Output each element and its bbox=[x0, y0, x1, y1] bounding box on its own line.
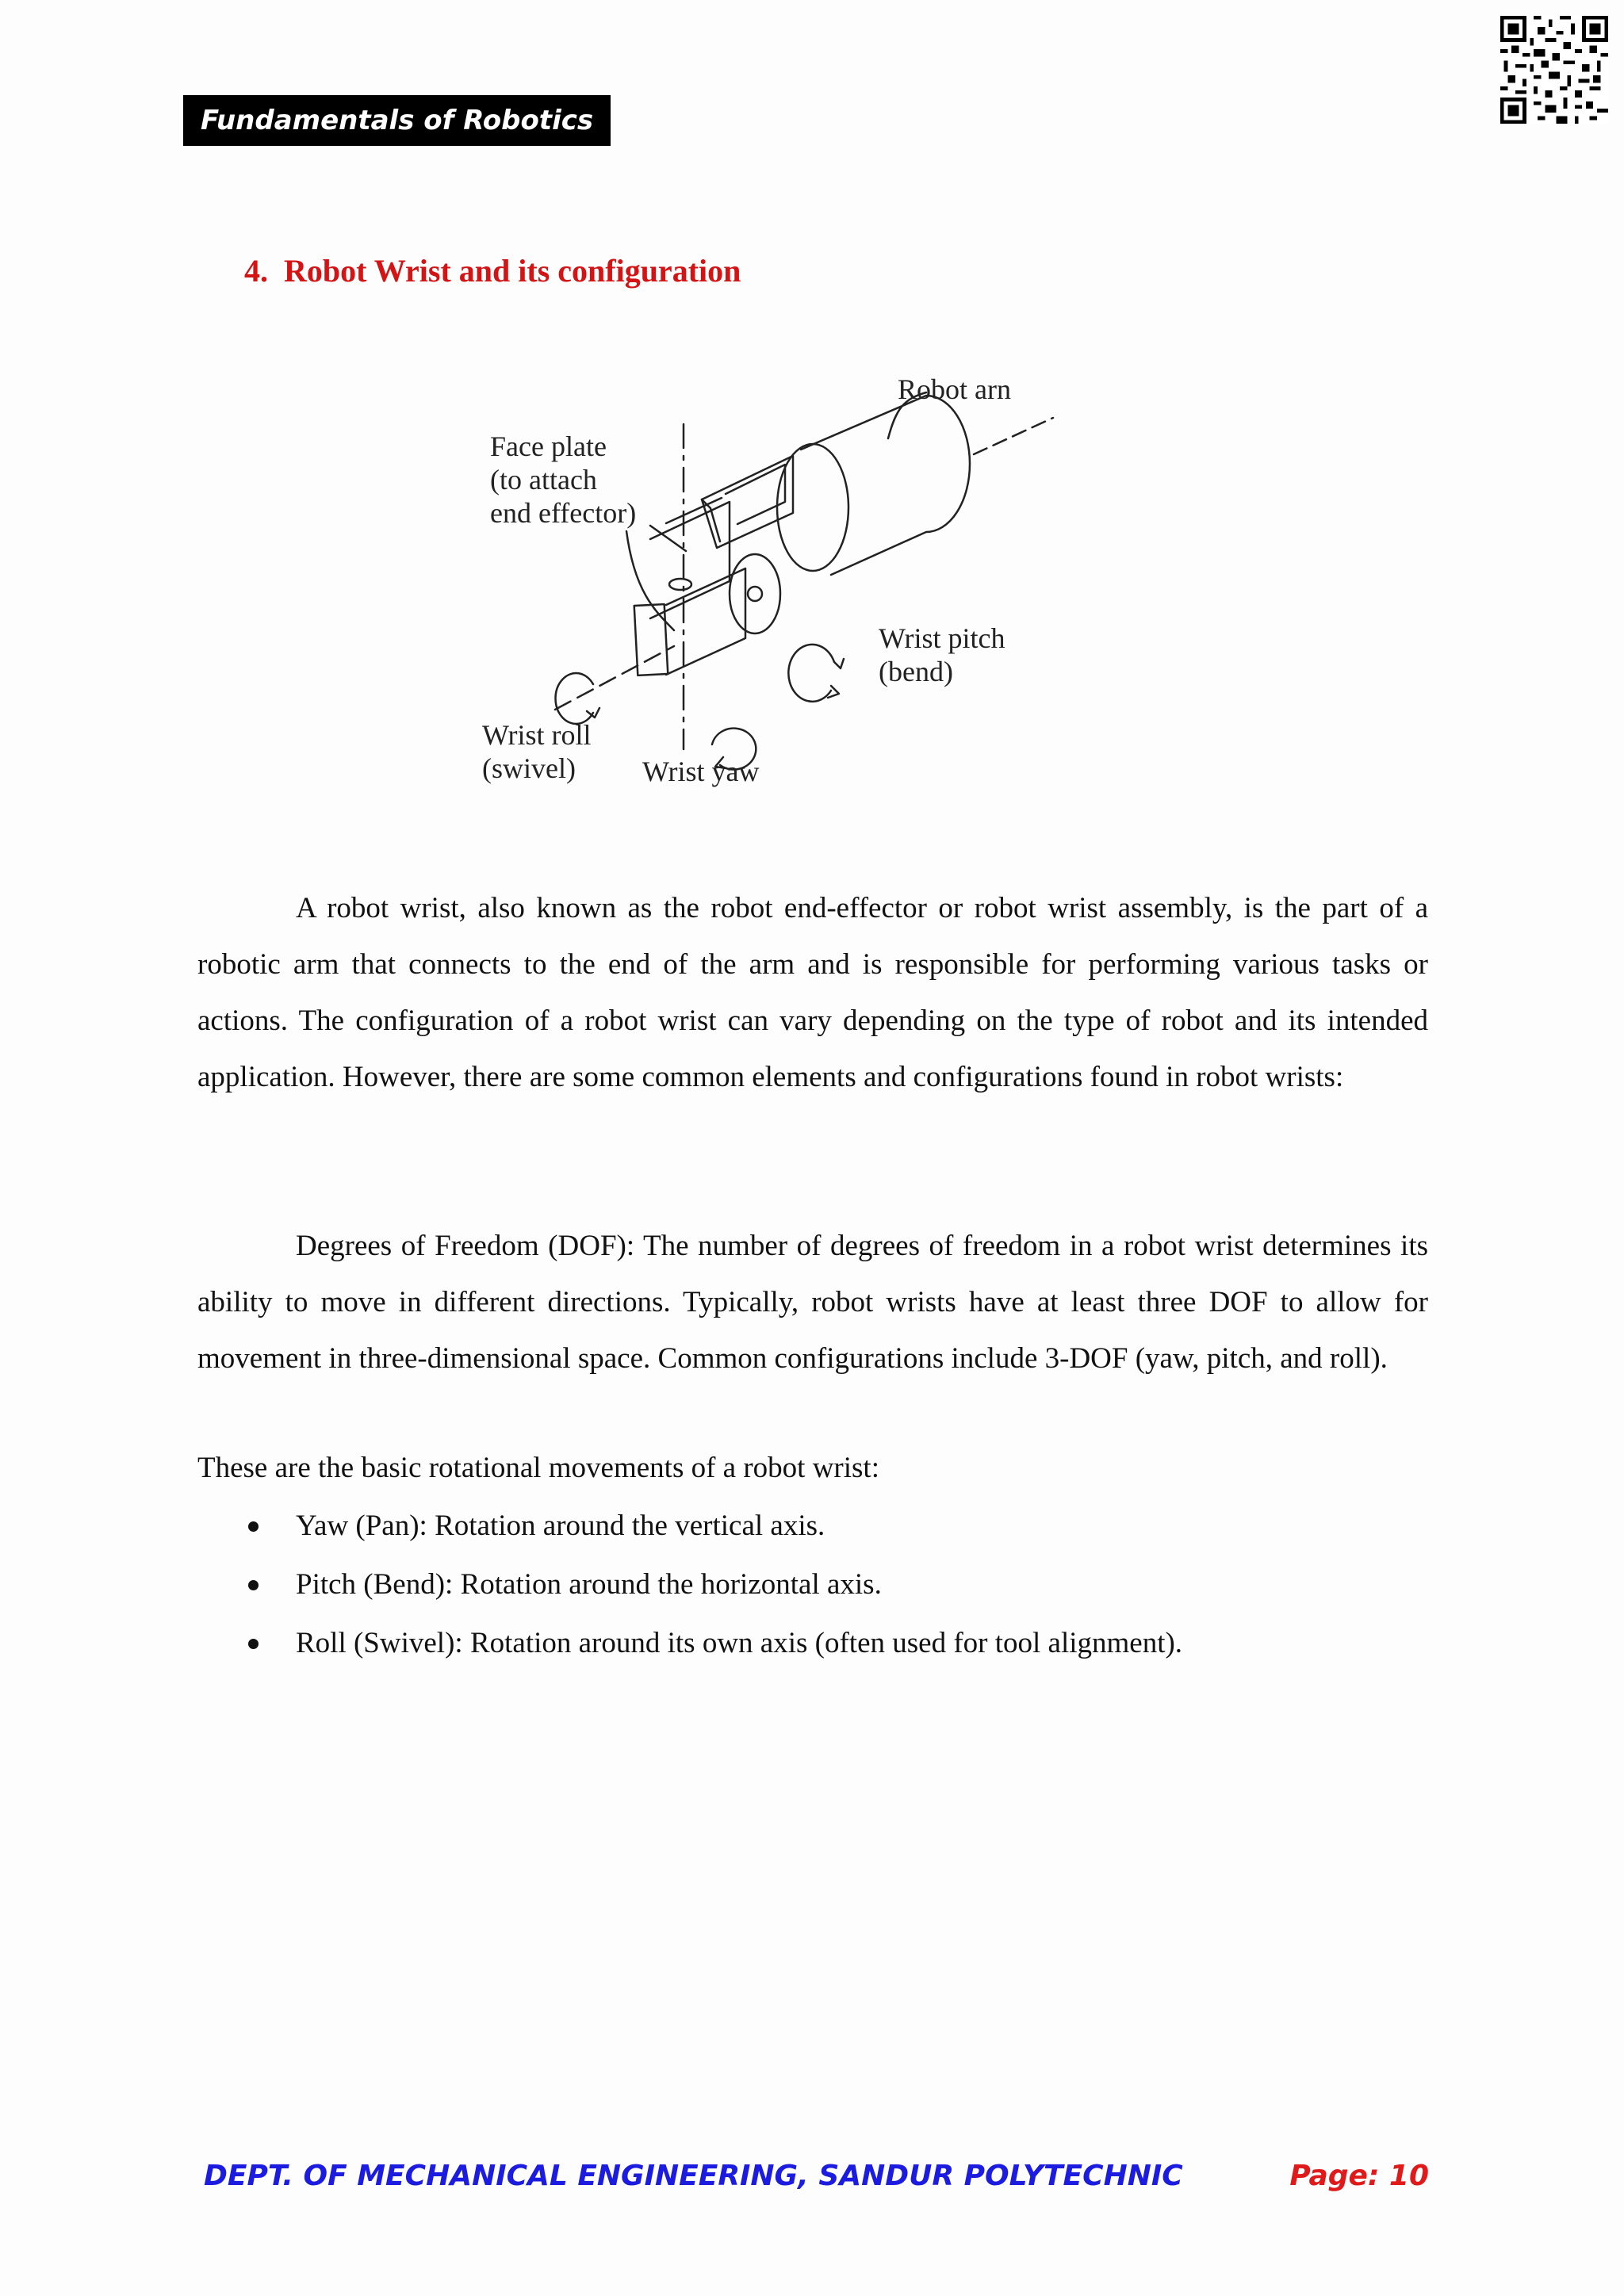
footer-department: DEPT. OF MECHANICAL ENGINEERING, SANDUR POLYTECHNIC bbox=[204, 2160, 1183, 2192]
pitch-pin bbox=[748, 587, 762, 601]
wrist-roll-arrow bbox=[556, 673, 593, 724]
footer-page-number: Page: 10 bbox=[1289, 2160, 1429, 2192]
label-face-plate: Face plate bbox=[490, 430, 607, 462]
label-robot-arm: Robot arn bbox=[898, 373, 1011, 405]
arm-axis bbox=[974, 418, 1053, 454]
section-title: Robot Wrist and its configuration bbox=[284, 253, 741, 289]
wrist-hole bbox=[669, 579, 691, 590]
list-item: Roll (Swivel): Rotation around its own axis (often used for tool alignment). bbox=[197, 1614, 1434, 1673]
robot-wrist-diagram bbox=[476, 361, 1126, 805]
label-wrist-pitch-2: (bend) bbox=[879, 656, 953, 687]
dof-paragraph: Degrees of Freedom (DOF): The number of degrees of freedom in a robot wrist determines its ability to move in different directions. Typically, robot wrists have at least three DOF to allow for movement in three-dimensional space. Common configurations include 3-DOF (yaw, pitch, and roll). bbox=[197, 1230, 1428, 1375]
face-plate bbox=[634, 604, 668, 675]
bullet-icon bbox=[248, 1580, 259, 1590]
label-wrist-roll: Wrist roll bbox=[482, 719, 592, 751]
robot-arm-end bbox=[777, 444, 848, 571]
movements-intro: These are the basic rotational movements of a robot wrist: bbox=[197, 1452, 879, 1484]
roll-axis bbox=[555, 646, 674, 710]
wrist-pitch-arrow bbox=[788, 645, 834, 702]
face-plate-leader bbox=[626, 531, 674, 630]
label-face-plate-2: (to attach bbox=[490, 464, 597, 496]
label-wrist-pitch: Wrist pitch bbox=[879, 622, 1005, 654]
section-number: 4. bbox=[244, 253, 268, 289]
bullet-icon bbox=[248, 1521, 259, 1532]
robot-arm-body bbox=[801, 396, 970, 575]
qr-code-icon bbox=[1500, 16, 1608, 124]
label-wrist-yaw: Wrist yaw bbox=[642, 756, 760, 787]
bullet-icon bbox=[248, 1639, 259, 1649]
header-title: Fundamentals of Robotics bbox=[183, 95, 611, 146]
label-face-plate-3: end effector) bbox=[490, 497, 637, 529]
list-item: Pitch (Bend): Rotation around the horizontal axis. bbox=[197, 1556, 1434, 1614]
movements-list bbox=[197, 1497, 1434, 1673]
wrist-body bbox=[650, 502, 730, 618]
section-heading bbox=[244, 252, 741, 289]
pitch-joint bbox=[730, 554, 780, 633]
label-wrist-roll-2: (swivel) bbox=[482, 752, 576, 784]
intro-paragraph: A robot wrist, also known as the robot end-effector or robot wrist assembly, is the part of a robotic arm that connects to the end of the arm and is responsible for performing various tasks or actions. The configuration of a robot wrist can vary depending on the type of robot and its intended application. However, there are some common elements and configurations found in robot wrists: bbox=[197, 892, 1428, 1093]
list-item: Yaw (Pan): Rotation around the vertical axis. bbox=[197, 1497, 1434, 1556]
